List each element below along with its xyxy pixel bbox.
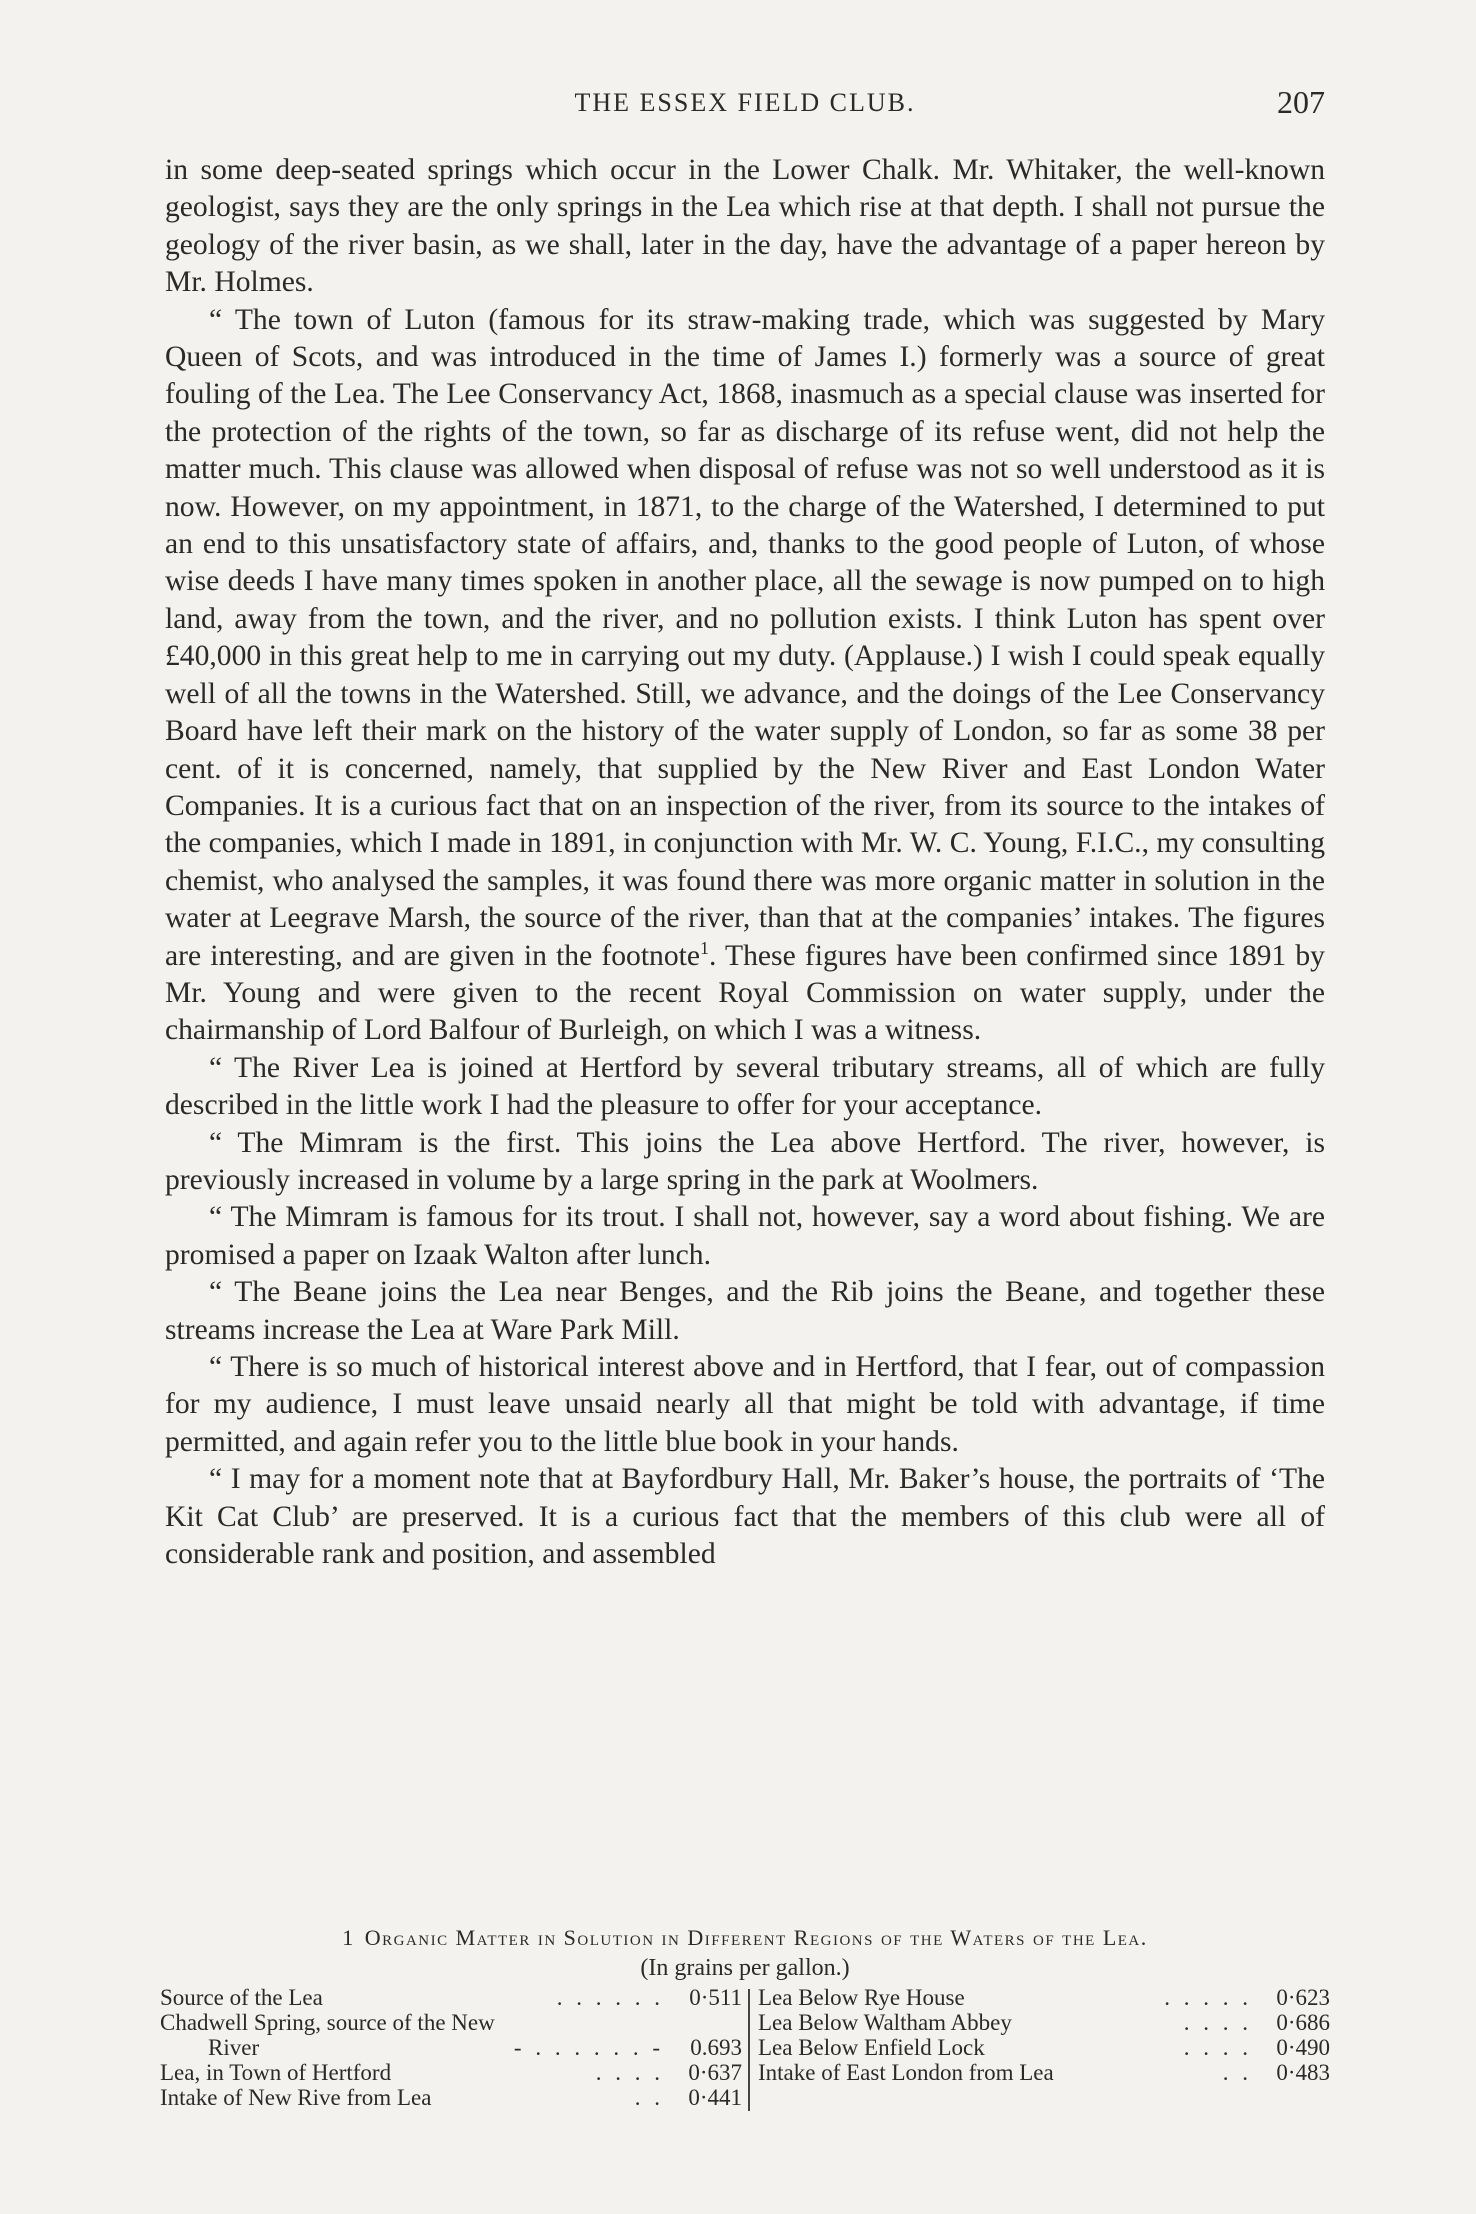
paragraph-3: “ The River Lea is joined at Hertford by several tributary streams, all of which are fully described in the little work I had the pleasure to offer for your acceptance. <box>165 1051 1325 1122</box>
paragraph-2-continuation: . These figures have been confirmed since 1891 by Mr. Young and were given to the recent Royal Commission on water supply, under the chairmanship of Lord Balfour of Burleigh, on which I was a witness. <box>165 939 1325 1047</box>
paragraph-2 <box>165 302 1325 1050</box>
footnote-row <box>160 1985 742 2010</box>
footnote-row <box>758 2010 1330 2035</box>
paragraph-4: “ The Mimram is the first. This joins the Lea above Hertford. The river, however, is previously increased in volume by a large spring in the park at Woolmers. <box>165 1126 1325 1196</box>
paragraph-8: “ I may for a moment note that at Bayfordbury Hall, Mr. Baker’s house, the portraits of ‘The Kit Cat Club’ are preserved. It is a curious fact that the members of this club were all of considerable rank and position, and assembled <box>165 1463 1325 1571</box>
row-value: 0·623 <box>1276 1985 1330 2010</box>
row-label: Source of the Lea <box>160 1985 323 2010</box>
footnote-row <box>160 2010 742 2035</box>
row-label: Lea, in Town of Hertford <box>160 2060 392 2085</box>
row-leader-dots: . . . . <box>595 2060 664 2085</box>
paragraph-6: “ The Beane joins the Lea near Benges, and the Rib joins the Beane, and together these streams increase the Lea at Ware Park Mill. <box>165 1276 1325 1346</box>
row-label: Chadwell Spring, source of the New <box>160 2010 495 2035</box>
footnote-reference: 1 <box>700 937 710 958</box>
running-title: THE ESSEX FIELD CLUB. <box>574 88 916 117</box>
footnote-row <box>758 1985 1330 2010</box>
footnote-left-column <box>160 1985 742 2110</box>
body-text <box>165 152 1325 1573</box>
row-leader-dots: . . . . <box>1183 2010 1252 2035</box>
footnote-table <box>160 1985 1330 2115</box>
row-label: Intake of New Rive from Lea <box>160 2085 432 2110</box>
footnote-title-text: Organic Matter in Solution in Different Regions of the Waters of the Lea. <box>364 1925 1148 1950</box>
row-value: 0·637 <box>688 2060 742 2085</box>
page-header <box>165 84 1325 124</box>
row-value: 0·483 <box>1276 2060 1330 2085</box>
paragraph-7: “ There is so much of historical interest above and in Hertford, that I fear, out of compassion for my audience, I must leave unsaid nearly all that might be told with advantage, if time permitted, and again refer you to the little blue book in your hands. <box>165 1351 1325 1458</box>
footnote-row <box>758 2035 1330 2060</box>
row-leader-dots: - . . . . . . - <box>513 2035 664 2060</box>
column-divider <box>748 1989 750 2111</box>
row-leader-dots: . . . . <box>1183 2035 1252 2060</box>
footnote-title <box>165 1925 1325 1951</box>
row-value: 0·441 <box>688 2085 742 2110</box>
row-label: Intake of East London from Lea <box>758 2060 1054 2085</box>
footnote-subtitle: (In grains per gallon.) <box>640 1955 850 1981</box>
row-label: Lea Below Waltham Abbey <box>758 2010 1012 2035</box>
footnote-right-column <box>758 1985 1330 2085</box>
row-value: 0·490 <box>1276 2035 1330 2060</box>
page-number: 207 <box>1277 84 1325 120</box>
footnote-row <box>160 2035 742 2060</box>
row-leader-dots: . . . . . . <box>556 1985 664 2010</box>
paragraph-2-text: “ The town of Luton (famous for its straw-making trade, which was suggested by Mary Queen of Scots, and was introduced in the time of James I.) formerly was a source of great fouling of the Lea. The Lee Conservancy Act, 1868, inasmuch as a special clause was inserted for the protection of the rights of the town, so far as discharge of its refuse went, did not help the matter much. This clause was allowed when disposal of refuse was not so well understood as it is now. However, on my appointment, in 1871, to the charge of the Watershed, I determined to put an end to this unsatisfactory state of affairs, and, thanks to the good people of Luton, of whose wise deeds I have many times spoken in another place, all the sewage is now pumped on to high land, away from the town, and the river, and no pollution exists. I think Luton has spent over £40,000 in this great help to me in carrying out my duty. (Applause.) I wish I could speak equally well of all the towns in the Watershed. Still, we advance, and the doings of the Lee Conservancy Board have left their mark on the history of the water supply of London, so far as some 38 per cent. of it is concerned, namely, that supplied by the New River and East London Water Companies. It is a curious fact that on an inspection of the river, from its source to the intakes of the companies, which I made in 1891, in conjunction with Mr. W. C. Young, F.I.C., my consulting chemist, who analysed the samples, it was found there was more organic matter in solution in the water at Leegrave Marsh, the source of the river, than that at the companies’ intakes. The figures are interesting, and are given in the footnote <box>165 303 1325 972</box>
row-value: 0·511 <box>689 1985 742 2010</box>
footnote-row <box>160 2060 742 2085</box>
row-label: Lea Below Enfield Lock <box>758 2035 985 2060</box>
row-label: River <box>208 2035 260 2060</box>
row-value: 0.693 <box>690 2035 742 2060</box>
paragraph-5: “ The Mimram is famous for its trout. I shall not, however, say a word about fishing. We are promised a paper on Izaak Walton after lunch. <box>165 1201 1325 1271</box>
row-leader-dots: . . <box>1222 2060 1252 2085</box>
row-leader-dots: . . . . . <box>1164 1985 1252 2010</box>
row-label: Lea Below Rye House <box>758 1985 965 2010</box>
row-value: 0·686 <box>1276 2010 1330 2035</box>
footnote-row <box>758 2060 1330 2085</box>
footnote-number: 1 <box>342 1925 355 1950</box>
paragraph-1: in some deep-seated springs which occur in the Lower Chalk. Mr. Whitaker, the well-known geologist, says they are the only springs in the Lea which rise at that depth. I shall not pursue the geology of the river basin, as we shall, later in the day, have the advantage of a paper hereon by Mr. Holmes. <box>165 154 1325 299</box>
footnote-row <box>160 2085 742 2110</box>
row-leader-dots: . . <box>634 2085 664 2110</box>
